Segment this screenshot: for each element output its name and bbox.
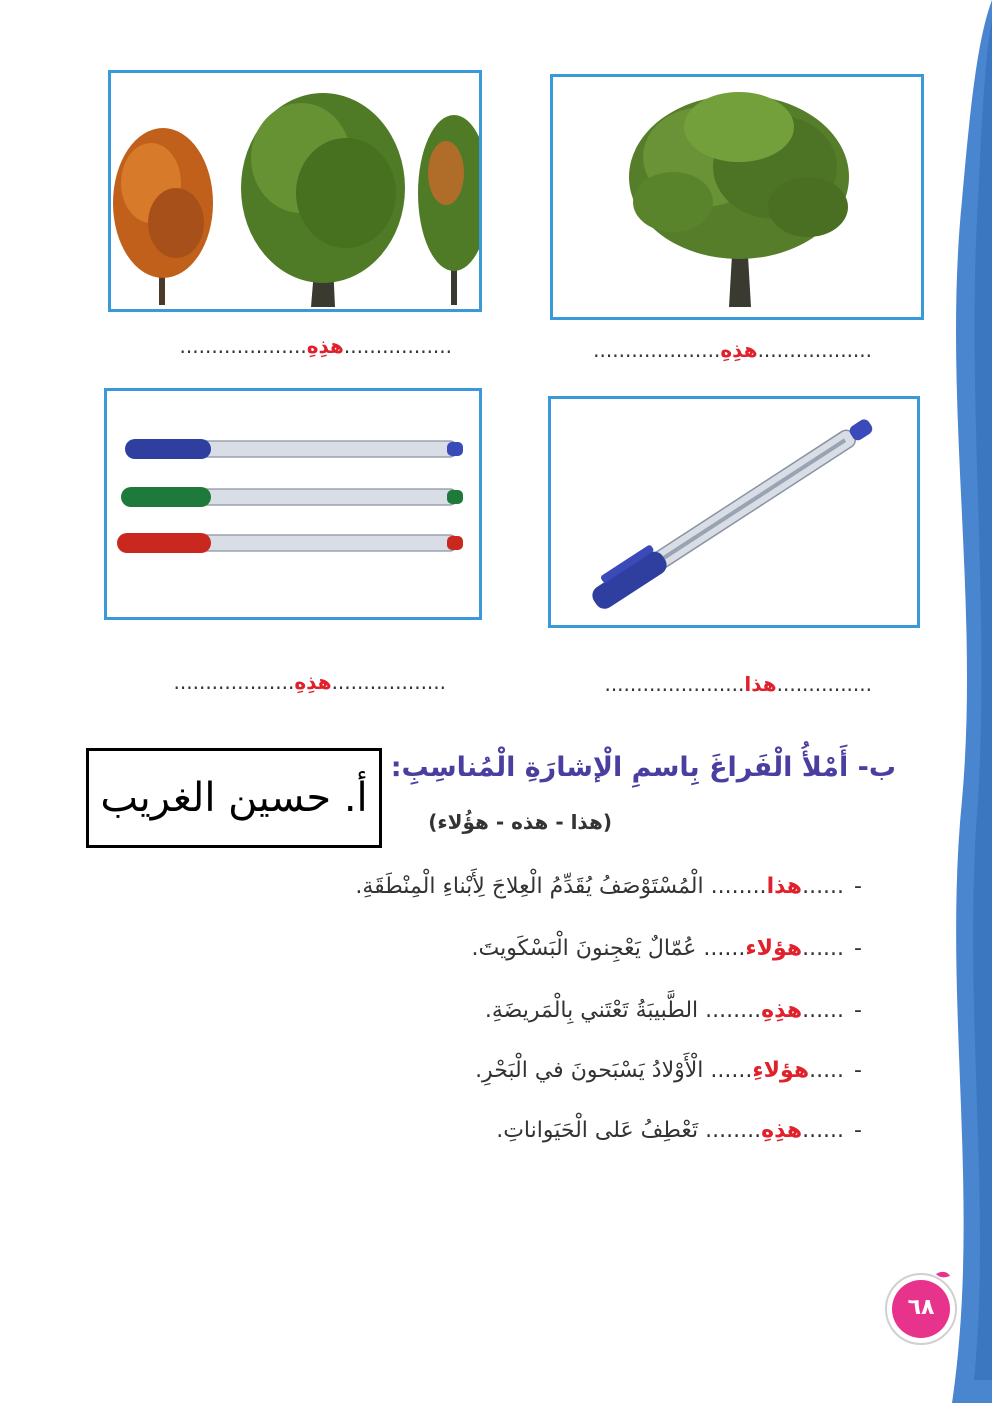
single-pen-photo	[548, 396, 920, 628]
fill-dots: ....................	[179, 334, 307, 358]
answer-text[interactable]: هذا	[744, 672, 777, 696]
answer-text[interactable]: هذِهِ	[306, 334, 344, 358]
sentence-text: الْمُسْتَوْصَفُ يُقَدِّمُ الْعِلاجَ لِأَبْناءِ الْمِنْطَقَةِ.	[355, 874, 704, 899]
fill-dots: ........	[705, 1118, 762, 1143]
exercise-b-heading: ب- أَمْلأُ الْفَراغَ بِاسمِ الْإشارَةِ الْمُناسِبِ:	[390, 752, 896, 783]
fill-dots: ......	[703, 936, 746, 961]
sentence-dash: -	[854, 874, 862, 899]
fill-dots: ......	[802, 874, 845, 899]
caption-single-tree	[593, 338, 872, 362]
fill-dots: ...................	[173, 670, 295, 694]
three-pens-photo	[104, 388, 482, 620]
sentence-1	[355, 874, 862, 899]
sentence-text: عُمّالٌ يَعْجِنونَ الْبَسْكَويتَ.	[471, 936, 697, 961]
single-tree-photo	[550, 74, 924, 320]
fill-dots: ........	[710, 874, 767, 899]
pens-illustration	[107, 391, 479, 617]
fill-dots: ......................	[604, 672, 745, 696]
caption-three-trees	[180, 334, 452, 358]
fill-dots: ....................	[593, 338, 721, 362]
three-trees-photo	[108, 70, 482, 312]
sentence-2	[471, 936, 862, 961]
sentence-text: الطَّبيبَةُ تَعْتَني بِالْمَريضَةِ.	[484, 998, 699, 1023]
fill-dots: ......	[802, 936, 845, 961]
teacher-name-box	[86, 748, 382, 848]
sentence-dash: -	[854, 1118, 862, 1143]
sentence-dash: -	[854, 1058, 862, 1083]
tree-illustration	[553, 77, 921, 317]
sentence-3	[485, 998, 862, 1023]
fill-dots: ..................	[757, 338, 872, 362]
fill-dots: .................	[343, 334, 452, 358]
fill-dots: .....	[809, 1058, 845, 1083]
sentence-text: الْأَوْلادُ يَسْبَحونَ في الْبَحْرِ.	[475, 1058, 704, 1083]
answer-text[interactable]: هذِهِ	[294, 670, 332, 694]
teacher-name: أ. حسين الغريب	[100, 775, 368, 821]
fill-dots: ........	[705, 998, 762, 1023]
sentence-text: تَعْطِفُ عَلى الْحَيَواناتِ.	[496, 1118, 699, 1143]
fill-dots: ......	[802, 998, 845, 1023]
page-number: ٦٨	[907, 1294, 935, 1320]
answer-text[interactable]: هذا	[766, 874, 803, 899]
answer-text[interactable]: هؤلاءِ	[752, 1058, 810, 1083]
fill-dots: ..................	[331, 670, 446, 694]
word-choices: (هذا - هذه - هؤُلاء)	[428, 810, 612, 834]
sentence-dash: -	[854, 936, 862, 961]
caption-single-pen	[604, 672, 872, 696]
sentence-dash: -	[854, 998, 862, 1023]
answer-text[interactable]: هذِهِ	[720, 338, 758, 362]
answer-text[interactable]: هذِهِ	[761, 1118, 803, 1143]
sentence-5	[496, 1118, 862, 1143]
fill-dots: ...............	[776, 672, 872, 696]
answer-text[interactable]: هذِهِ	[761, 998, 803, 1023]
pen-illustration	[551, 399, 917, 625]
trees-illustration	[111, 73, 479, 309]
page-edge-band	[922, 0, 992, 1403]
fill-dots: ......	[802, 1118, 845, 1143]
caption-three-pens	[174, 670, 446, 694]
page-number-badge	[882, 1268, 960, 1346]
answer-text[interactable]: هؤلاء	[745, 936, 803, 961]
fill-dots: ......	[710, 1058, 753, 1083]
sentence-4	[475, 1058, 862, 1083]
